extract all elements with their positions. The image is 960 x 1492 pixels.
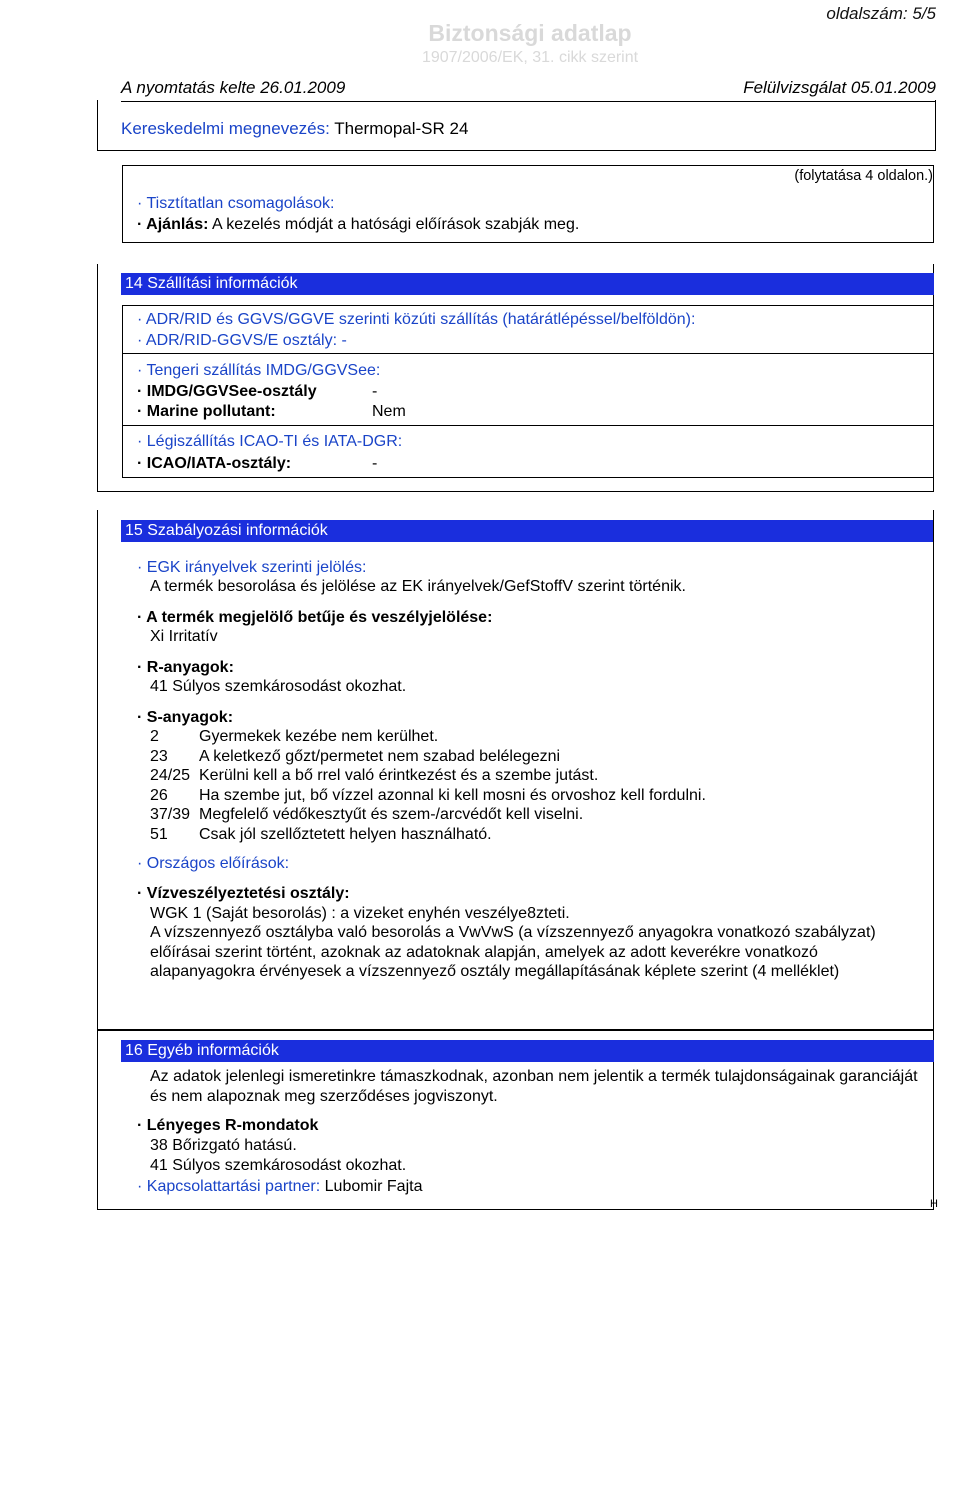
contact-partner-label: · Kapcsolattartási partner: [137, 1178, 321, 1195]
section-15-title: 15 Szabályozási információk [121, 520, 934, 542]
revision-date: Felülvizsgálat 05.01.2009 [743, 78, 936, 97]
contact-partner [137, 1177, 422, 1196]
s-phrase-text: Kerülni kell a bő rrel való érintkezést és a szembe jutást. [199, 767, 599, 784]
trade-name-value: Thermopal-SR 24 [334, 119, 469, 138]
water-hazard-heading: · Vízveszélyeztetési osztály: [137, 885, 350, 902]
r-phrase-text: Súlyos szemkárosodást okozhat. [172, 678, 407, 695]
national-regulations-heading: · Országos előírások: [137, 855, 290, 872]
sea-transport-heading: · Tengeri szállítás IMDG/GGVSee: [137, 362, 381, 379]
s-phrase-text: Csak jól szellőztetett helyen használható. [199, 826, 492, 843]
air-transport-heading: · Légiszállítás ICAO-TI és IATA-DGR: [137, 433, 403, 450]
sea-class-value: - [372, 383, 378, 400]
s-phrase-item [150, 825, 492, 844]
recommendation-value: A kezelés módját a hatósági előírások szabják meg. [211, 216, 580, 233]
document-title: Biztonsági adatlap [428, 20, 632, 46]
print-date: A nyomtatás kelte 26.01.2009 [121, 78, 346, 97]
relevant-r-phrases-heading: · Lényeges R-mondatok [137, 1117, 319, 1134]
s-phrase-code: 24/25 [150, 767, 191, 784]
road-class-label: · ADR/RID-GGVS/E osztály: [137, 332, 338, 349]
egk-heading: · EGK irányelvek szerinti jelölés: [137, 559, 367, 576]
s-phrase-code: 37/39 [150, 806, 191, 823]
section-16-title: 16 Egyéb információk [121, 1040, 934, 1062]
section-14-title: 14 Szállítási információk [121, 273, 934, 295]
s-phrase-code: 51 [150, 826, 168, 843]
divider [123, 425, 933, 426]
s-phrase-item [150, 805, 583, 824]
s-phrase-code: 23 [150, 748, 168, 765]
egk-text: A termék besorolása és jelölése az EK irányelvek/GefStoffV szerint történik. [150, 578, 686, 595]
s-phrase-text: Gyermekek kezébe nem kerülhet. [199, 728, 439, 745]
marking-heading: · A termék megjelölő betűje és veszélyjelölése: [137, 609, 493, 626]
r-phrase-item [150, 677, 406, 696]
country-code-mark: H [930, 1198, 938, 1210]
road-class-value: - [341, 332, 347, 349]
recommendation-label: · Ajánlás: [137, 216, 209, 233]
s-phrase-item [150, 786, 706, 805]
air-class-value: - [372, 455, 378, 472]
road-transport-heading: · ADR/RID és GGVS/GGVE szerinti közúti szállítás (határátlépéssel/belföldön): [137, 311, 696, 328]
water-hazard-paragraph: A vízszennyező osztályba való besorolás a VwVwS (a vízszennyező anyagokra vonatkozó szabályzat) előírásai szerint történt, azoknak az adatoknak alapján, amelyek az adott keverékre vonatkozó alapanyagokra érvényesek a vízszennyező osztály megállapításának képlete szerint (4 melléklet) [150, 924, 876, 980]
divider [123, 353, 933, 354]
page-number: oldalszám: 5/5 [826, 4, 936, 23]
s-phrase-text: A keletkező gőzt/permetet nem szabad belélegezni [199, 748, 561, 765]
water-hazard-class: WGK 1 (Saját besorolás) : a vizeket enyhén veszélye8zteti. [150, 905, 570, 922]
s-phrase-code: 2 [150, 728, 159, 745]
uncleaned-packaging: · Tisztítatlan csomagolások: [137, 195, 335, 212]
s-phrase-item [150, 766, 598, 785]
s-phrase-item [150, 747, 560, 766]
other-info-paragraph: Az adatok jelenlegi ismeretinkre támaszkodnak, azonban nem jelentik a termék tulajdonságainak garanciáját és nem alapoznak meg szerződéses jogviszonyt. [150, 1068, 918, 1105]
s-phrase-item [150, 727, 438, 746]
marine-pollutant-value: Nem [372, 403, 406, 420]
r-phrase-code: 41 [150, 678, 168, 695]
s-phrase-code: 26 [150, 787, 168, 804]
continuation-note: (folytatása 4 oldalon.) [794, 168, 933, 184]
relevant-r-phrase: 38 Bőrizgató hatású. [150, 1137, 297, 1154]
r-phrases-heading: · R-anyagok: [137, 659, 234, 676]
contact-partner-value: Lubomir Fajta [324, 1178, 423, 1195]
trade-name [121, 119, 468, 139]
sea-class-label: · IMDG/GGVSee-osztály [137, 383, 317, 400]
trade-name-label: Kereskedelmi megnevezés: [121, 119, 330, 138]
s-phrase-text: Megfelelő védőkesztyűt és szem-/arcvédőt kell viselni. [199, 806, 584, 823]
marine-pollutant-label: · Marine pollutant: [137, 403, 276, 420]
air-class-label: · ICAO/IATA-osztály: [137, 455, 292, 472]
marking-text: Xi Irritatív [150, 628, 218, 645]
document-subtitle: 1907/2006/EK, 31. cikk szerint [421, 49, 639, 66]
recommendation [137, 215, 579, 234]
s-phrases-heading: · S-anyagok: [137, 709, 234, 726]
road-class [137, 331, 347, 350]
s-phrase-text: Ha szembe jut, bő vízzel azonnal ki kell mosni és orvoshoz kell fordulni. [199, 787, 706, 804]
relevant-r-phrase: 41 Súlyos szemkárosodást okozhat. [150, 1157, 407, 1174]
